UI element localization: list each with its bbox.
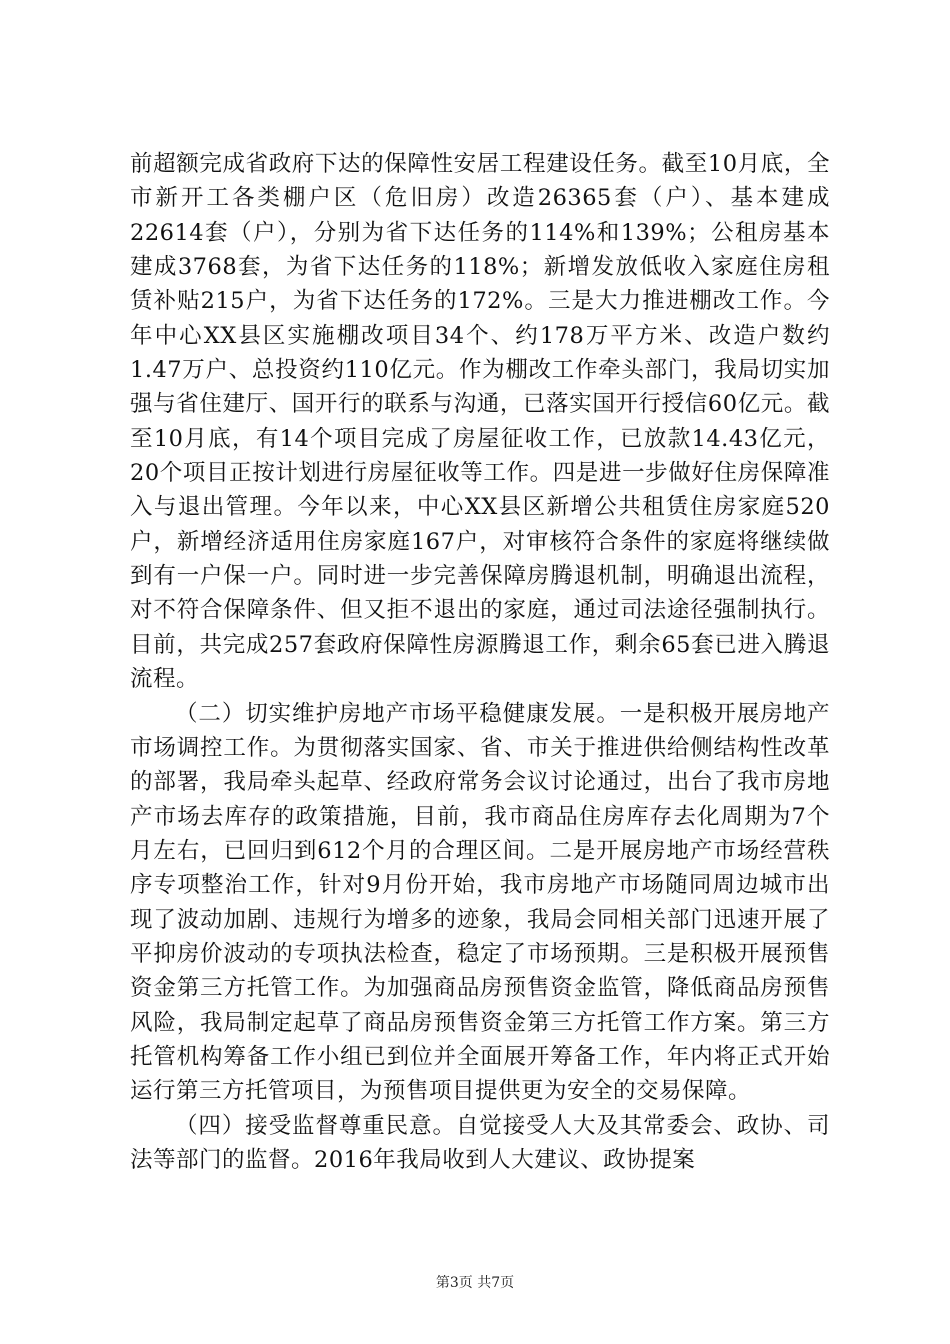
document-body (130, 147, 830, 1177)
paragraph-real-estate-market: （二）切实维护房地产市场平稳健康发展。一是积极开展房地产市场调控工作。为贯彻落实国家、省、市关于推进供给侧结构性改革的部署，我局牵头起草、经政府常务会议讨论通过，出台了我市房地产市场去库存的政策措施，目前，我市商品住房库存去化周期为7个月左右，已回归到612个月的合理区间。二是开展房地产市场经营秩序专项整治工作，针对9月份开始，我市房地产市场随同周边城市出现了波动加剧、违规行为增多的迹象，我局会同相关部门迅速开展了平抑房价波动的专项执法检查，稳定了市场预期。三是积极开展预售资金第三方托管工作。为加强商品房预售资金监管，降低商品房预售风险，我局制定起草了商品房预售资金第三方托管工作方案。第三方托管机构筹备工作小组已到位并全面展开筹备工作，年内将正式开始运行第三方托管项目，为预售项目提供更为安全的交易保障。 (130, 700, 830, 1105)
page-number-label: 第3页 共7页 (435, 1275, 515, 1291)
paragraph-supervision: （四）接受监督尊重民意。自觉接受人大及其常委会、政协、司法等部门的监督。2016年我局收到人大建议、政协提案 (130, 1112, 830, 1173)
page-footer (0, 1274, 950, 1292)
paragraph-housing-security: 前超额完成省政府下达的保障性安居工程建设任务。截至10月底，全市新开工各类棚户区（危旧房）改造26365套（户）、基本建成22614套（户），分别为省下达任务的114%和139%；公租房基本建成3768套，为省下达任务的118%；新增发放低收入家庭住房租赁补贴215户，为省下达任务的172%。三是大力推进棚改工作。今年中心XX县区实施棚改项目34个、约178万平方米、改造户数约1.47万户、总投资约110亿元。作为棚改工作牵头部门，我局切实加强与省住建厅、国开行的联系与沟通，已落实国开行授信60亿元。截至10月底，有14个项目完成了房屋征收工作，已放款14.43亿元，20个项目正按计划进行房屋征收等工作。四是进一步做好住房保障准入与退出管理。今年以来，中心XX县区新增公共租赁住房家庭520户，新增经济适用住房家庭167户，对审核符合条件的家庭将继续做到有一户保一户。同时进一步完善保障房腾退机制，明确退出流程，对不符合保障条件、但又拒不退出的家庭，通过司法途径强制执行。目前，共完成257套政府保障性房源腾退工作，剩余65套已进入腾退流程。 (130, 151, 830, 693)
